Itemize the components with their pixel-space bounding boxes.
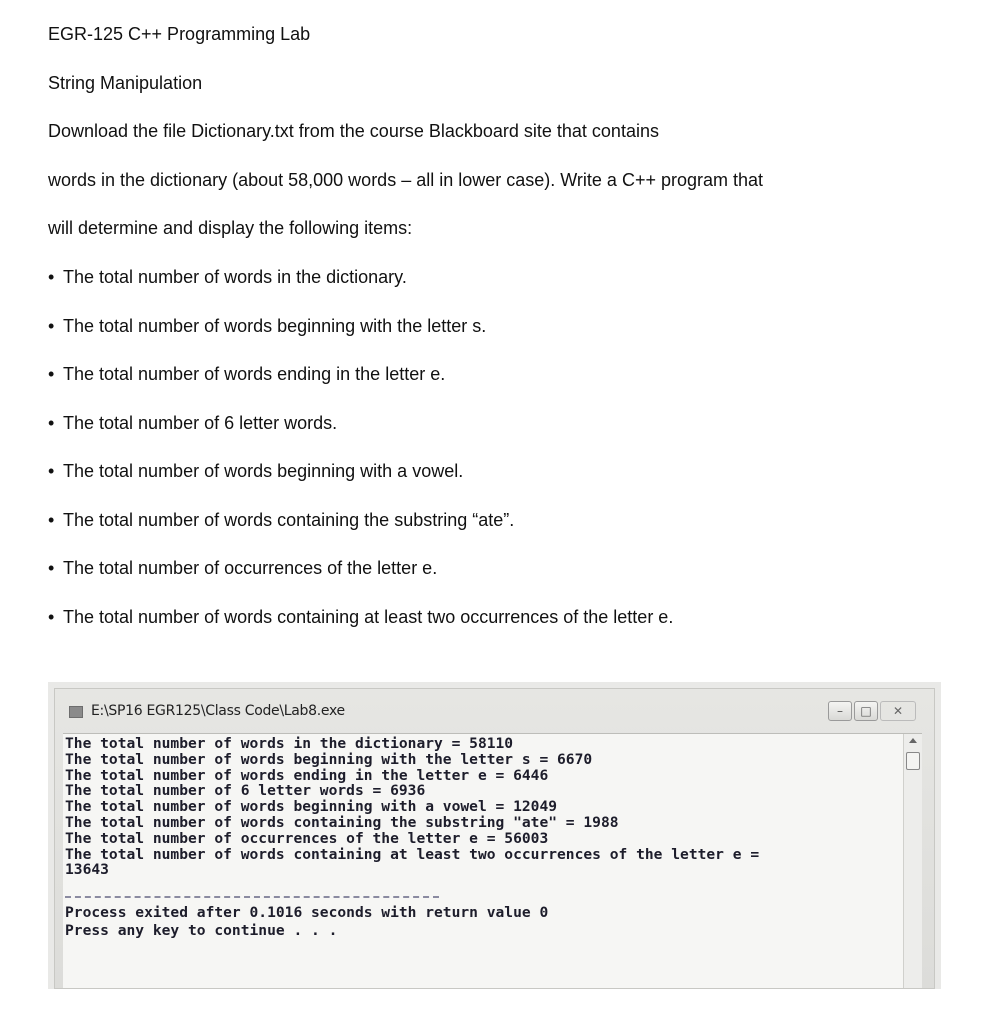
scrollbar-thumb[interactable] (906, 752, 920, 770)
console-line: The total number of words beginning with the letter s = 6670 (65, 750, 593, 768)
bullet-item (48, 460, 463, 482)
bullet-item (48, 315, 486, 337)
exit-line: Press any key to continue . . . (65, 922, 338, 939)
bullet-symbol: • (48, 607, 55, 627)
console-app-icon (69, 706, 83, 718)
bullet-text: The total number of words in the dictionary. (63, 267, 407, 287)
bullet-symbol: • (48, 413, 55, 433)
bullet-text: The total number of words ending in the letter e. (63, 364, 446, 384)
console-screenshot (48, 682, 941, 989)
bullet-item (48, 606, 673, 628)
topic-heading: String Manipulation (48, 73, 203, 93)
bullet-text: The total number of 6 letter words. (63, 413, 338, 433)
console-line: 13643 (65, 861, 109, 879)
console-output-area (63, 733, 922, 988)
bullet-symbol: • (48, 461, 55, 481)
course-title: EGR-125 C++ Programming Lab (48, 24, 311, 44)
bullet-text: The total number of occurrences of the letter e. (63, 558, 438, 578)
maximize-button[interactable]: □ (854, 701, 878, 721)
bullet-item (48, 557, 437, 579)
console-window (54, 688, 935, 989)
console-line: The total number of occurrences of the letter e = 56003 (65, 829, 549, 847)
scroll-up-arrow-icon[interactable] (909, 738, 917, 743)
bullet-item (48, 412, 337, 434)
instruction-line: will determine and display the following items: (48, 218, 413, 238)
console-line: The total number of words containing the substring "ate" = 1988 (65, 813, 619, 831)
bullet-symbol: • (48, 364, 55, 384)
process-exit-message (65, 904, 548, 940)
bullet-item (48, 266, 407, 288)
close-button[interactable]: ✕ (880, 701, 916, 721)
bullet-text: The total number of words beginning with the letter s. (63, 316, 487, 336)
bullet-text: The total number of words beginning with a vowel. (63, 461, 464, 481)
bullet-text: The total number of words containing at least two occurrences of the letter e. (63, 607, 674, 627)
bullet-text: The total number of words containing the substring “ate”. (63, 510, 515, 530)
console-line: The total number of words ending in the letter e = 6446 (65, 766, 549, 784)
window-title: E:\SP16 EGR125\Class Code\Lab8.exe (91, 703, 345, 719)
console-line: The total number of words beginning with a vowel = 12049 (65, 798, 558, 816)
window-controls (828, 701, 916, 721)
vertical-scrollbar[interactable] (903, 734, 922, 988)
instruction-line: words in the dictionary (about 58,000 words – all in lower case). Write a C++ program that (48, 170, 764, 190)
bullet-symbol: • (48, 510, 55, 530)
console-line: The total number of 6 letter words = 6936 (65, 782, 426, 800)
output-separator (65, 896, 439, 898)
console-line: The total number of words containing at least two occurrences of the letter e = (65, 845, 760, 863)
minimize-button[interactable]: – (828, 701, 852, 721)
window-titlebar (55, 689, 934, 734)
console-line: The total number of words in the dictionary = 58110 (65, 735, 514, 752)
bullet-symbol: • (48, 316, 55, 336)
exit-line: Process exited after 0.1016 seconds with return value 0 (65, 904, 549, 921)
instruction-line: Download the file Dictionary.txt from the course Blackboard site that contains (48, 121, 659, 141)
bullet-symbol: • (48, 558, 55, 578)
bullet-symbol: • (48, 267, 55, 287)
bullet-item (48, 363, 445, 385)
console-output (65, 736, 759, 878)
bullet-item (48, 509, 514, 531)
